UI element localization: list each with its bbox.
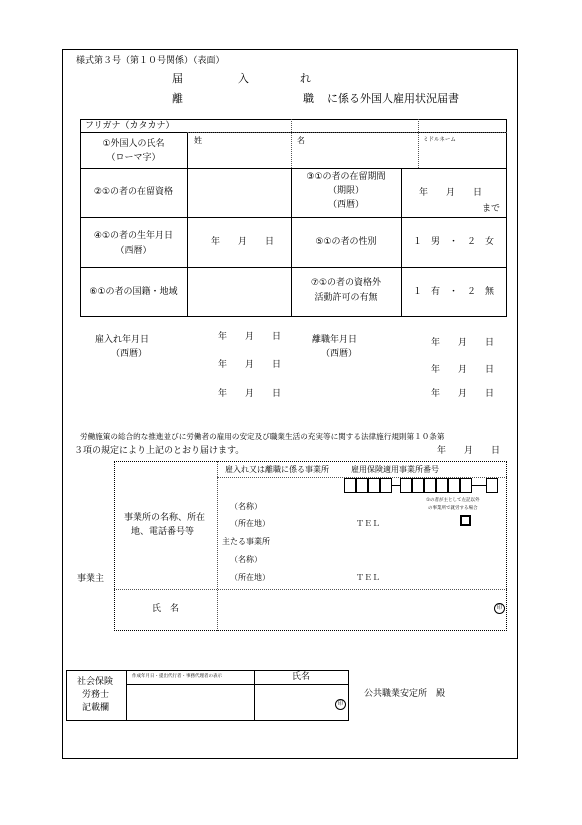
period-date: 年 月 日 bbox=[419, 188, 483, 198]
given-name-label: 名 bbox=[297, 136, 305, 145]
page-title: に係る外国人雇用状況届書 bbox=[327, 92, 459, 105]
surname-label: 姓 bbox=[194, 136, 202, 145]
period-until: まで bbox=[482, 204, 501, 214]
main-office-tel-label: ＴＥＬ bbox=[356, 573, 380, 582]
declaration-date: 年 月 日 bbox=[437, 446, 501, 456]
insurance-digit-box[interactable] bbox=[424, 478, 436, 493]
office-header: 雇入れ又は離職に係る事業所 bbox=[225, 465, 329, 474]
main-office-name-label: （名称） bbox=[230, 555, 262, 564]
main-office-address-label: （所在地） bbox=[230, 573, 270, 582]
insurance-number-label: 雇用保険適用事業所番号 bbox=[351, 465, 439, 474]
permit-label: ⑦①の者の資格外 bbox=[310, 278, 382, 288]
gender-options: １ 男 ・ ２ 女 bbox=[413, 237, 495, 247]
seal-mark: 印 bbox=[494, 603, 505, 614]
main-office-label: 主たる事業所 bbox=[222, 537, 270, 546]
title-char-2: 入 bbox=[238, 72, 249, 85]
office-name-label: （名称） bbox=[230, 502, 262, 511]
insurance-digit-box[interactable] bbox=[400, 478, 412, 493]
insurance-digit-box[interactable] bbox=[356, 478, 368, 493]
insurance-digit-box[interactable] bbox=[448, 478, 460, 493]
agent-header: 作成年月日・提出代行者・事務代理者の表示 bbox=[132, 674, 222, 679]
leave-date-3: 年 月 日 bbox=[431, 389, 495, 399]
middle-name-label: ミドルネーム bbox=[423, 137, 456, 143]
sharoushi-label-1: 社会保険 bbox=[77, 677, 114, 687]
insurance-digit-box[interactable] bbox=[436, 478, 448, 493]
furigana-label: フリガナ（カタカナ） bbox=[85, 121, 175, 131]
birth-date: 年 月 日 bbox=[211, 237, 275, 247]
office-address-label: （所在地） bbox=[230, 519, 270, 528]
form-number: 様式第３号（第１０号関係）（表面） bbox=[76, 56, 225, 66]
gender-label: ⑤①の者の性別 bbox=[315, 237, 377, 247]
note-line-1: ①の者が主として左記以外 bbox=[426, 498, 480, 503]
birth-label-western: （西暦） bbox=[115, 246, 152, 256]
other-office-checkbox[interactable] bbox=[460, 515, 471, 526]
name-label-romaji: （ローマ字） bbox=[106, 153, 161, 163]
title-char-3: れ bbox=[300, 72, 311, 85]
period-label-limit: （期限） bbox=[327, 186, 364, 196]
insurance-digit-box[interactable] bbox=[412, 478, 424, 493]
note-line-2: の事業所で就労する場合 bbox=[428, 506, 478, 511]
permit-label-2: 活動許可の有無 bbox=[314, 293, 378, 303]
title-leave-char: 離 bbox=[172, 92, 183, 105]
sharoushi-label-3: 記載欄 bbox=[82, 703, 110, 713]
insurance-digit-box[interactable] bbox=[344, 478, 356, 493]
declaration-line-1: 労働施策の総合的な推進並びに労働者の雇用の安定及び職業生活の充実等に関する法律施行規則第１０条第 bbox=[80, 432, 445, 441]
permit-options: １ 有 ・ ２ 無 bbox=[413, 287, 495, 297]
title-char-1: 届 bbox=[172, 72, 183, 85]
office-label: 事業所の名称、所在 bbox=[124, 513, 206, 523]
period-label: ③①の者の在留期間 bbox=[306, 172, 386, 182]
name-label: ①外国人の氏名 bbox=[102, 139, 165, 149]
destination-office: 公共職業安定所 殿 bbox=[364, 689, 446, 699]
status-label: ②①の者の在留資格 bbox=[93, 187, 174, 197]
sharoushi-label-2: 労務士 bbox=[82, 690, 110, 700]
leave-date-2: 年 月 日 bbox=[431, 365, 495, 375]
agent-name-header: 氏名 bbox=[292, 672, 311, 682]
office-label-2: 地、電話番号等 bbox=[131, 527, 195, 537]
hire-date-label-western: （西暦） bbox=[111, 349, 148, 359]
nationality-label: ⑥①の者の国籍・地域 bbox=[89, 287, 178, 297]
leave-date-1: 年 月 日 bbox=[431, 338, 495, 348]
hire-date-1: 年 月 日 bbox=[218, 332, 282, 342]
insurance-digit-box[interactable] bbox=[380, 478, 392, 493]
leave-date-label: 離職年月日 bbox=[312, 335, 358, 345]
birth-label: ④①の者の生年月日 bbox=[93, 231, 174, 241]
signer-name-label: 氏 名 bbox=[152, 604, 180, 614]
title-leave-char-2: 職 bbox=[303, 92, 314, 105]
declaration-line-2: ３項の規定により上記のとおり届けます。 bbox=[74, 446, 245, 456]
insurance-digit-box[interactable] bbox=[486, 478, 498, 493]
office-tel-label: ＴＥＬ bbox=[356, 519, 380, 528]
insurance-digit-box[interactable] bbox=[460, 478, 472, 493]
employer-label: 事業主 bbox=[77, 574, 105, 584]
hire-date-3: 年 月 日 bbox=[218, 389, 282, 399]
period-label-western: （西暦） bbox=[327, 200, 364, 210]
agent-seal-mark: 印 bbox=[335, 699, 346, 710]
hire-date-2: 年 月 日 bbox=[218, 360, 282, 370]
hire-date-label: 雇入れ年月日 bbox=[95, 335, 150, 345]
leave-date-label-western: （西暦） bbox=[321, 349, 358, 359]
insurance-digit-box[interactable] bbox=[368, 478, 380, 493]
